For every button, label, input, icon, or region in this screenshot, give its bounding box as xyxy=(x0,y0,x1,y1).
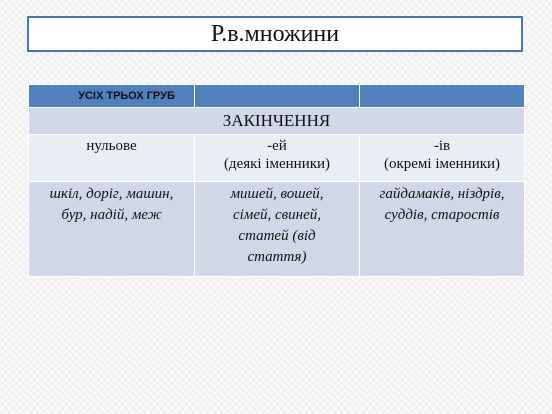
examples-cell-ey xyxy=(195,182,360,277)
ending-label: нульове xyxy=(86,138,137,154)
example-line: бур, надій, меж xyxy=(61,207,162,223)
header-cell-empty xyxy=(360,85,525,108)
example-line: сімей, свиней, xyxy=(232,207,322,223)
ending-cell-zero xyxy=(29,135,195,182)
example-line: стаття) xyxy=(247,249,307,265)
group-heading: ЗАКІНЧЕННЯ xyxy=(29,108,525,135)
slide-title: Р.в.множини xyxy=(27,16,523,52)
ending-label: -ей xyxy=(267,138,287,154)
example-line: суддів, старостів xyxy=(384,207,500,223)
endings-table xyxy=(28,84,525,277)
ending-cell-iv xyxy=(360,135,525,182)
ending-note: (окремі іменники) xyxy=(383,156,501,172)
table-header-row xyxy=(29,85,525,108)
example-line: шкіл, доріг, машин, xyxy=(49,186,174,202)
header-label: УСІХ ТРЬОХ ГРУБ xyxy=(29,85,195,108)
ending-types-row xyxy=(29,135,525,182)
ending-cell-ey xyxy=(195,135,360,182)
examples-row xyxy=(29,182,525,277)
example-line: мишей, вошей, xyxy=(230,186,324,202)
examples-cell-iv xyxy=(360,182,525,277)
example-line: статей (від xyxy=(238,228,316,244)
ending-note: (деякі іменники) xyxy=(223,156,331,172)
header-cell-empty xyxy=(195,85,360,108)
group-heading-row xyxy=(29,108,525,135)
ending-label: -ів xyxy=(433,138,451,154)
example-line: гайдамаків, ніздрів, xyxy=(379,186,505,202)
examples-cell-zero xyxy=(29,182,195,277)
